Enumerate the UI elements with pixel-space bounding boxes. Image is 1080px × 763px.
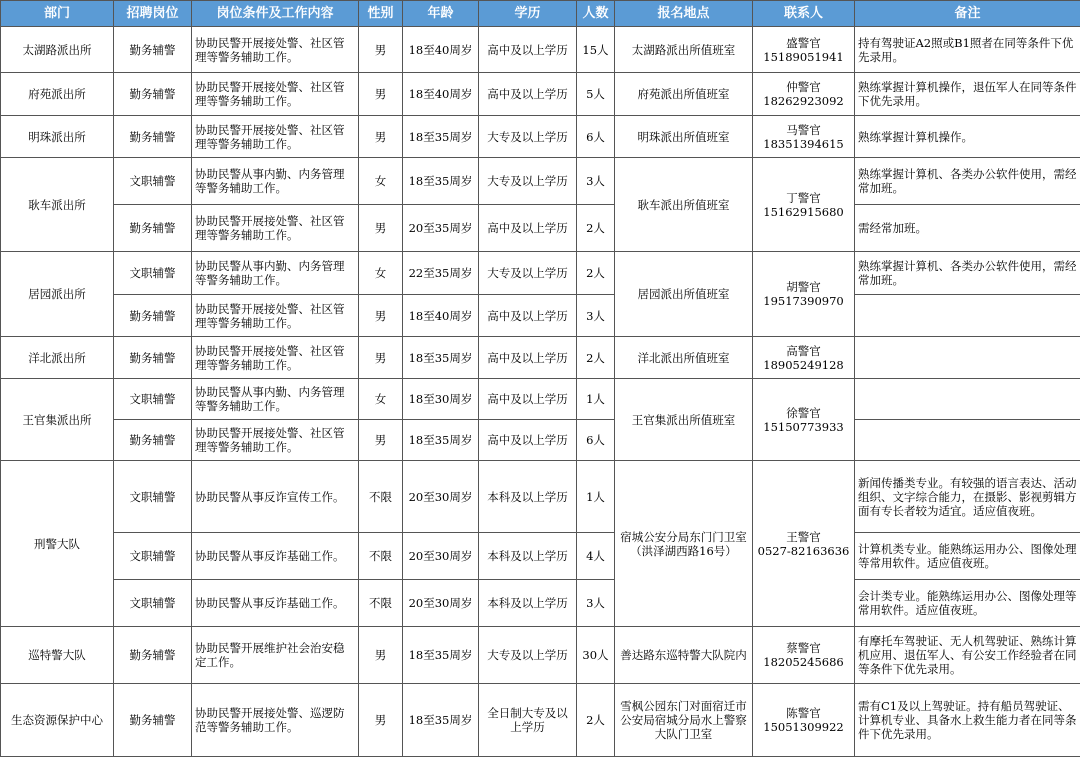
post-cell: 文职辅警: [114, 461, 192, 533]
table-row: [1, 252, 1080, 295]
contact-name: 仲警官: [786, 80, 821, 94]
contact-phone: 18205245686: [763, 655, 844, 669]
content-cell: 协助民警开展接处警、社区管理等警务辅助工作。: [192, 27, 359, 73]
age-cell: 18至40周岁: [403, 27, 479, 73]
content-cell: 协助民警从事内勤、内务管理等警务辅助工作。: [192, 158, 359, 205]
age-cell: 20至30周岁: [403, 533, 479, 580]
edu-cell: 高中及以上学历: [479, 27, 577, 73]
dept-cell: 明珠派出所: [1, 116, 114, 158]
content-cell: 协助民警开展接处警、社区管理等警务辅助工作。: [192, 116, 359, 158]
contact-phone: 18262923092: [763, 94, 844, 108]
age-cell: 20至35周岁: [403, 205, 479, 252]
contact-phone: 18351394615: [763, 136, 844, 151]
content-cell: 协助民警从事反诈基础工作。: [192, 580, 359, 627]
gender-cell: 男: [359, 205, 403, 252]
content-cell: 协助民警从事内勤、内务管理等警务辅助工作。: [192, 252, 359, 295]
gender-cell: 不限: [359, 461, 403, 533]
place-cell: 王官集派出所值班室: [615, 379, 753, 461]
post-cell: 勤务辅警: [114, 116, 192, 158]
place-cell: 明珠派出所值班室: [615, 116, 753, 158]
note-cell: [855, 379, 1080, 420]
contact-name: 陈警官: [786, 706, 821, 720]
num-cell: 5人: [577, 73, 615, 116]
gender-cell: 男: [359, 420, 403, 461]
contact-name: 盛警官: [786, 35, 821, 50]
header-age: 年龄: [403, 1, 479, 27]
gender-cell: 男: [359, 684, 403, 757]
header-post: 招聘岗位: [114, 1, 192, 27]
table-row: [1, 205, 1080, 252]
place-cell: 善达路东巡特警大队院内: [615, 627, 753, 684]
dept-cell: 府苑派出所: [1, 73, 114, 116]
num-cell: 1人: [577, 379, 615, 420]
num-cell: 2人: [577, 205, 615, 252]
contact-phone: 18905249128: [763, 357, 844, 372]
post-cell: 文职辅警: [114, 158, 192, 205]
table-row: [1, 580, 1080, 627]
contact-cell: [753, 379, 855, 461]
table-row: [1, 379, 1080, 420]
post-cell: 勤务辅警: [114, 420, 192, 461]
contact-phone: 0527-82163636: [757, 543, 850, 558]
age-cell: 18至35周岁: [403, 627, 479, 684]
contact-phone: 15189051941: [763, 49, 844, 64]
table-row: [1, 337, 1080, 379]
post-cell: 勤务辅警: [114, 27, 192, 73]
post-cell: 勤务辅警: [114, 205, 192, 252]
age-cell: 22至35周岁: [403, 252, 479, 295]
content-cell: 协助民警开展接处警、社区管理等警务辅助工作。: [192, 295, 359, 337]
contact-phone: 15051309922: [763, 720, 844, 734]
age-cell: 18至35周岁: [403, 420, 479, 461]
gender-cell: 男: [359, 337, 403, 379]
content-cell: 协助民警从事反诈宣传工作。: [192, 461, 359, 533]
content-cell: 协助民警开展维护社会治安稳定工作。: [192, 627, 359, 684]
post-cell: 文职辅警: [114, 379, 192, 420]
age-cell: 18至30周岁: [403, 379, 479, 420]
edu-cell: 高中及以上学历: [479, 295, 577, 337]
place-cell: 宿城公安分局东门门卫室（洪泽湖西路16号）: [615, 461, 753, 627]
place-cell: 耿车派出所值班室: [615, 158, 753, 252]
gender-cell: 女: [359, 252, 403, 295]
num-cell: 3人: [577, 158, 615, 205]
contact-cell: [753, 461, 855, 627]
contact-cell: [753, 158, 855, 252]
gender-cell: 女: [359, 379, 403, 420]
note-cell: 熟练掌握计算机操作，退伍军人在同等条件下优先录用。: [855, 73, 1080, 116]
header-num: 人数: [577, 1, 615, 27]
num-cell: 2人: [577, 252, 615, 295]
note-cell: 有摩托车驾驶证、无人机驾驶证、熟练计算机应用、退伍军人、有公安工作经验者在同等条件下优先录用。: [855, 627, 1080, 684]
note-cell: [855, 420, 1080, 461]
place-cell: 府苑派出所值班室: [615, 73, 753, 116]
edu-cell: 大专及以上学历: [479, 116, 577, 158]
age-cell: 18至40周岁: [403, 295, 479, 337]
edu-cell: 高中及以上学历: [479, 420, 577, 461]
contact-name: 王警官: [786, 529, 821, 544]
age-cell: 20至30周岁: [403, 580, 479, 627]
note-cell: [855, 337, 1080, 379]
edu-cell: 本科及以上学历: [479, 461, 577, 533]
edu-cell: 高中及以上学历: [479, 337, 577, 379]
post-cell: 勤务辅警: [114, 337, 192, 379]
header-dept: 部门: [1, 1, 114, 27]
age-cell: 18至35周岁: [403, 337, 479, 379]
gender-cell: 不限: [359, 580, 403, 627]
num-cell: 2人: [577, 337, 615, 379]
num-cell: 15人: [577, 27, 615, 73]
contact-name: 蔡警官: [786, 641, 821, 655]
contact-phone: 15162915680: [763, 204, 844, 219]
table-row: [1, 684, 1080, 757]
gender-cell: 不限: [359, 533, 403, 580]
contact-name: 高警官: [786, 343, 821, 358]
dept-cell: 洋北派出所: [1, 337, 114, 379]
table-row: [1, 27, 1080, 73]
gender-cell: 男: [359, 27, 403, 73]
note-cell: 会计类专业。能熟练运用办公、图像处理等常用软件。适应值夜班。: [855, 580, 1080, 627]
note-cell: 熟练掌握计算机、各类办公软件使用，需经常加班。: [855, 158, 1080, 205]
post-cell: 文职辅警: [114, 252, 192, 295]
content-cell: 协助民警开展接处警、巡逻防范等警务辅助工作。: [192, 684, 359, 757]
header-gender: 性别: [359, 1, 403, 27]
num-cell: 3人: [577, 295, 615, 337]
table-row: [1, 73, 1080, 116]
dept-cell: 耿车派出所: [1, 158, 114, 252]
table-row: [1, 116, 1080, 158]
table-row: [1, 461, 1080, 533]
age-cell: 20至30周岁: [403, 461, 479, 533]
note-cell: [855, 295, 1080, 337]
note-cell: 需有C1及以上驾驶证。持有船员驾驶证、计算机专业、具备水上救生能力者在同等条件下优先录用。: [855, 684, 1080, 757]
num-cell: 3人: [577, 580, 615, 627]
edu-cell: 大专及以上学历: [479, 158, 577, 205]
dept-cell: 太湖路派出所: [1, 27, 114, 73]
table-row: [1, 420, 1080, 461]
post-cell: 文职辅警: [114, 580, 192, 627]
content-cell: 协助民警开展接处警、社区管理等警务辅助工作。: [192, 337, 359, 379]
content-cell: 协助民警从事内勤、内务管理等警务辅助工作。: [192, 379, 359, 420]
dept-cell: 生态资源保护中心: [1, 684, 114, 757]
header-row: [1, 1, 1080, 27]
table-row: [1, 158, 1080, 205]
contact-cell: [753, 27, 855, 73]
post-cell: 文职辅警: [114, 533, 192, 580]
dept-cell: 巡特警大队: [1, 627, 114, 684]
contact-cell: [753, 627, 855, 684]
note-cell: 熟练掌握计算机操作。: [855, 116, 1080, 158]
gender-cell: 女: [359, 158, 403, 205]
gender-cell: 男: [359, 627, 403, 684]
post-cell: 勤务辅警: [114, 295, 192, 337]
post-cell: 勤务辅警: [114, 684, 192, 757]
edu-cell: 本科及以上学历: [479, 580, 577, 627]
note-cell: 计算机类专业。能熟练运用办公、图像处理等常用软件。适应值夜班。: [855, 533, 1080, 580]
content-cell: 协助民警开展接处警、社区管理等警务辅助工作。: [192, 73, 359, 116]
num-cell: 6人: [577, 420, 615, 461]
gender-cell: 男: [359, 116, 403, 158]
edu-cell: 高中及以上学历: [479, 379, 577, 420]
place-cell: 居园派出所值班室: [615, 252, 753, 337]
place-cell: 太湖路派出所值班室: [615, 27, 753, 73]
contact-name: 丁警官: [786, 190, 821, 205]
contact-phone: 19517390970: [763, 294, 844, 308]
header-edu: 学历: [479, 1, 577, 27]
contact-name: 马警官: [786, 122, 821, 137]
note-cell: 持有驾驶证A2照或B1照者在同等条件下优先录用。: [855, 27, 1080, 73]
content-cell: 协助民警开展接处警、社区管理等警务辅助工作。: [192, 420, 359, 461]
note-cell: 新闻传播类专业。有较强的语言表达、活动组织、文字综合能力，在摄影、影视剪辑方面有专长者较为适宜。适应值夜班。: [855, 461, 1080, 533]
age-cell: 18至35周岁: [403, 116, 479, 158]
table-row: [1, 533, 1080, 580]
post-cell: 勤务辅警: [114, 627, 192, 684]
edu-cell: 高中及以上学历: [479, 73, 577, 116]
contact-cell: [753, 252, 855, 337]
edu-cell: 大专及以上学历: [479, 252, 577, 295]
header-place: 报名地点: [615, 1, 753, 27]
contact-cell: [753, 73, 855, 116]
age-cell: 18至40周岁: [403, 73, 479, 116]
content-cell: 协助民警从事反诈基础工作。: [192, 533, 359, 580]
contact-cell: [753, 684, 855, 757]
edu-cell: 高中及以上学历: [479, 205, 577, 252]
age-cell: 18至35周岁: [403, 684, 479, 757]
num-cell: 1人: [577, 461, 615, 533]
content-cell: 协助民警开展接处警、社区管理等警务辅助工作。: [192, 205, 359, 252]
num-cell: 6人: [577, 116, 615, 158]
edu-cell: 本科及以上学历: [479, 533, 577, 580]
place-cell: 洋北派出所值班室: [615, 337, 753, 379]
contact-phone: 15150773933: [763, 419, 844, 434]
note-cell: 需经常加班。: [855, 205, 1080, 252]
table-row: [1, 627, 1080, 684]
num-cell: 30人: [577, 627, 615, 684]
gender-cell: 男: [359, 73, 403, 116]
dept-cell: 居园派出所: [1, 252, 114, 337]
place-cell: 雪枫公园东门对面宿迁市公安局宿城分局水上警察大队门卫室: [615, 684, 753, 757]
num-cell: 2人: [577, 684, 615, 757]
post-cell: 勤务辅警: [114, 73, 192, 116]
note-cell: 熟练掌握计算机、各类办公软件使用，需经常加班。: [855, 252, 1080, 295]
header-content: 岗位条件及工作内容: [192, 1, 359, 27]
contact-cell: [753, 337, 855, 379]
dept-cell: 王官集派出所: [1, 379, 114, 461]
contact-name: 胡警官: [786, 280, 821, 294]
gender-cell: 男: [359, 295, 403, 337]
edu-cell: 全日制大专及以上学历: [479, 684, 577, 757]
num-cell: 4人: [577, 533, 615, 580]
header-note: 备注: [855, 1, 1080, 27]
dept-cell: 刑警大队: [1, 461, 114, 627]
table-row: [1, 295, 1080, 337]
contact-name: 徐警官: [786, 405, 821, 420]
header-contact: 联系人: [753, 1, 855, 27]
age-cell: 18至35周岁: [403, 158, 479, 205]
contact-cell: [753, 116, 855, 158]
edu-cell: 大专及以上学历: [479, 627, 577, 684]
